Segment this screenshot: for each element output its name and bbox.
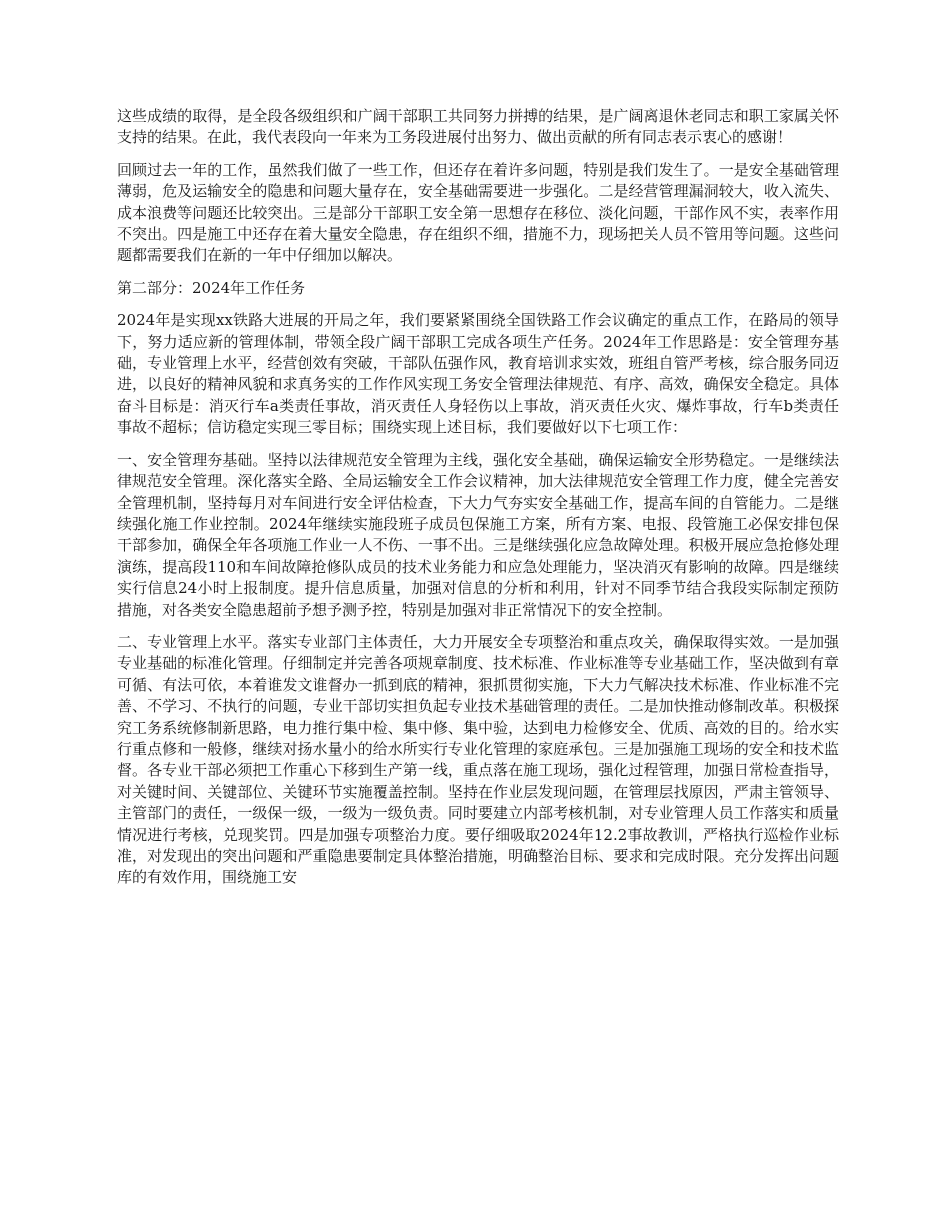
document-body xyxy=(117,106,839,900)
section-heading: 第二部分：2024年工作任务 xyxy=(117,278,306,297)
paragraph-review: 回顾过去一年的工作，虽然我们做了一些工作，但还存在着许多问题，特别是我们发生了。一是安全基础管理薄弱，危及运输安全的隐患和问题大量存在，安全基础需要进一步强化。二是经营管理漏洞较大，收入流失、成本浪费等问题还比较突出。三是部分干部职工安全第一思想存在移位、淡化问题，干部作风不实，表率作用不突出。四是施工中还存在着大量安全隐患，存在组织不细，措施不力，现场把关人员不管用等问题。这些问题都需要我们在新的一年中仔细加以解决。 xyxy=(117,160,839,265)
paragraph-goals: 2024年是实现xx铁路大进展的开局之年，我们要紧紧围绕全国铁路工作会议确定的重点工作，在路局的领导下，努力适应新的管理体制，带领全段广阔干部职工完成各项生产任务。2024年工作思路是：安全管理夯基础，专业管理上水平，经营创效有突破，干部队伍强作风，教育培训求实效，班组自管严考核，综合服务同迈进，以良好的精神风貌和求真务实的工作作风实现工务安全管理法律规范、有序、高效，确保安全稳定。具体奋斗目标是：消灭行车a类责任事故，消灭责任人身轻伤以上事故，消灭责任火灾、爆炸事故，行车b类责任事故不超标；信访稳定实现三零目标；围绕实现上述目标，我们要做好以下七项工作： xyxy=(117,311,839,437)
paragraph-safety-management: 一、安全管理夯基础。坚持以法律规范安全管理为主线，强化安全基础，确保运输安全形势稳定。一是继续法律规范安全管理。深化落实全路、全局运输安全工作会议精神，加大法律规范安全管理工作力度，健全完善安全管理机制，坚持每月对车间进行安全评估检查，下大力气夯实安全基础工作，提高车间的自管能力。二是继续强化施工作业控制。2024年继续实施段班子成员包保施工方案，所有方案、电报、段管施工必保安排包保干部参加，确保全年各项施工作业一人不伤、一事不出。三是继续强化应急故障处理。积极开展应急抢修处理演练，提高段110和车间故障抢修队成员的技术业务能力和应急处理能力，坚决消灭有影响的故障。四是继续实行信息24小时上报制度。提升信息质量，加强对信息的分析和利用，针对不同季节结合我段实际制定预防措施，对各类安全隐患超前予想予测予控，特别是加强对非正常情况下的安全控制。 xyxy=(117,450,839,619)
paragraph-professional-management: 二、专业管理上水平。落实专业部门主体责任，大力开展安全专项整治和重点攻关，确保取得实效。一是加强专业基础的标准化管理。仔细制定并完善各项规章制度、技术标准、作业标准等专业基础工作，坚决做到有章可循、有法可依，本着谁发文谁督办一抓到底的精神，狠抓贯彻实施，下大力气解决技术标准、作业标准不完善、不学习、不执行的问题，专业干部切实担负起专业技术基础管理的责任。二是加快推动修制改革。积极探究工务系统修制新思路，电力推行集中检、集中修、集中验，达到电力检修安全、优质、高效的目的。给水实行重点修和一般修，继续对扬水量小的给水所实行专业化管理的家庭承包。三是加强施工现场的安全和技术监督。各专业干部必须把工作重心下移到生产第一线，重点落在施工现场，强化过程管理，加强日常检查指导，对关键时间、关键部位、关键环节实施覆盖控制。坚持在作业层发现问题，在管理层找原因，严肃主管领导、主管部门的责任，一级保一级，一级为一级负责。同时要建立内部考核机制，对专业管理人员工作落实和质量情况进行考核，兑现奖罚。四是加强专项整治力度。要仔细吸取2024年12.2事故教训，严格执行巡检作业标准，对发现出的突出问题和严重隐患要制定具体整治措施，明确整治目标、要求和完成时限。充分发挥出问题库的有效作用，围绕施工安 xyxy=(117,632,839,887)
paragraph-achievements: 这些成绩的取得，是全段各级组织和广阔干部职工共同努力拼搏的结果，是广阔离退休老同志和职工家属关怀支持的结果。在此，我代表段向一年来为工务段进展付出努力、做出贡献的所有同志表示衷心的感谢！ xyxy=(117,107,839,147)
